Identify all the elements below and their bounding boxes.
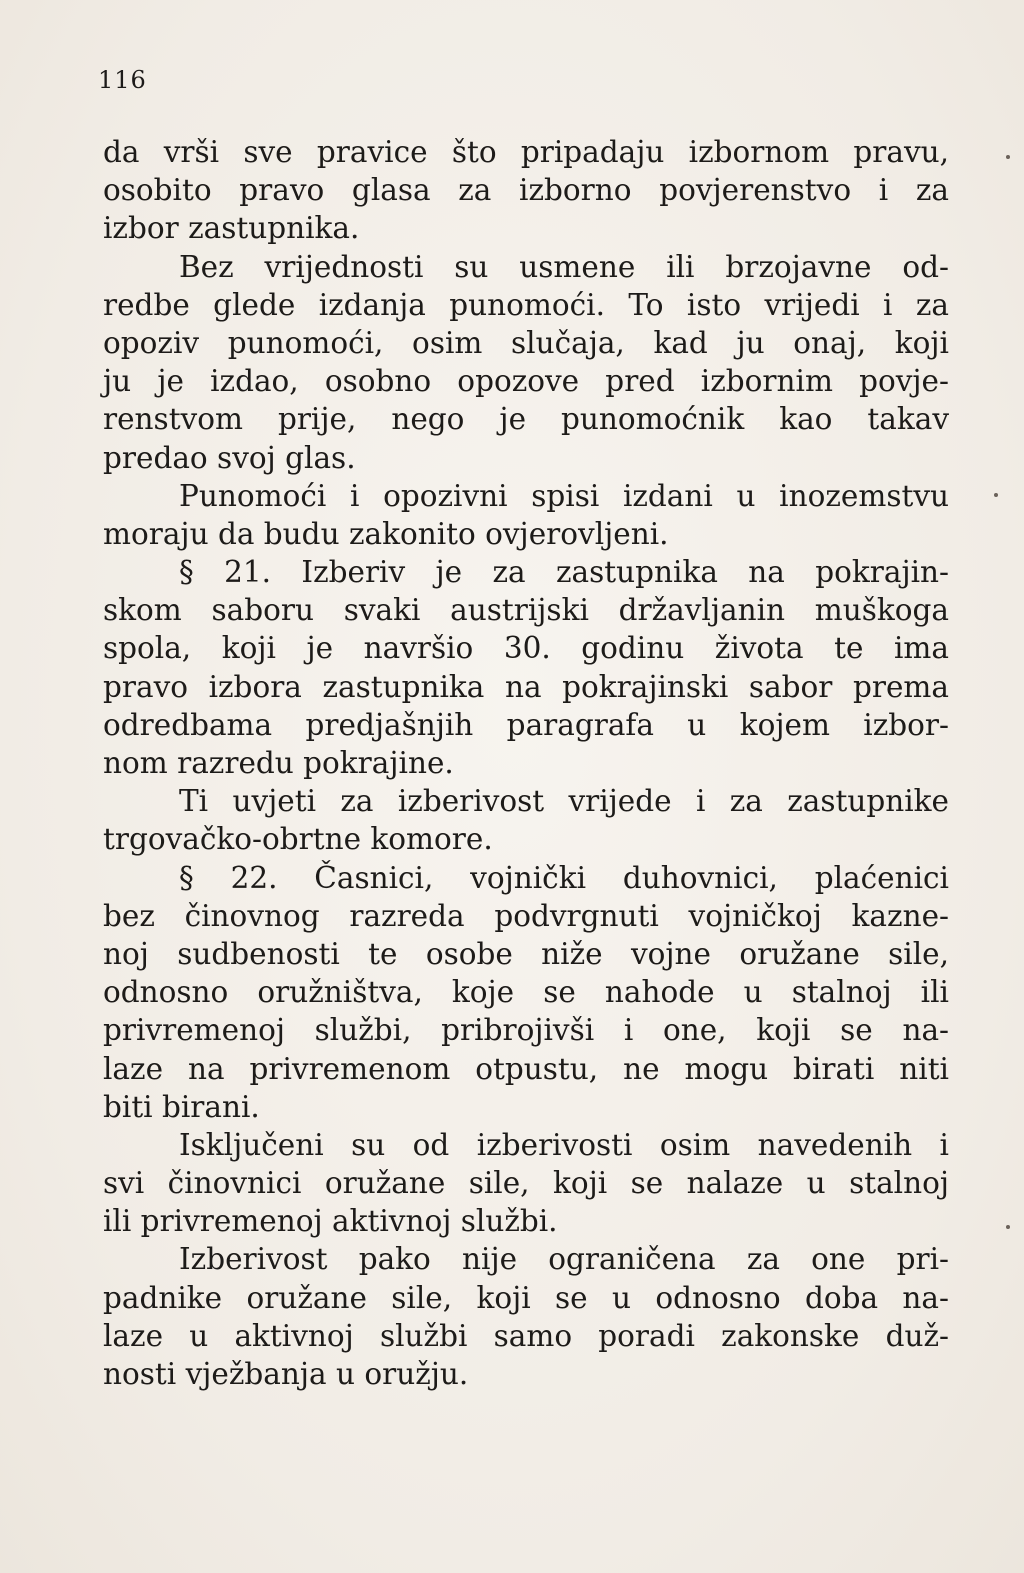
paper-speck — [1006, 155, 1010, 159]
text-line: Izberivost pako nije ograničena za one pri- — [179, 1242, 949, 1277]
text-line: padnike oružane sile, koji se u odnosno doba na- — [103, 1280, 949, 1315]
text-line: odredbama predjašnjih paragrafa u kojem izbor- — [103, 707, 949, 742]
text-line: moraju da budu zakonito ovjerovljeni. — [103, 516, 669, 551]
text-line: skom saboru svaki austrijski državljanin muškoga — [103, 593, 949, 628]
text-line: noj sudbenosti te osobe niže vojne oružane sile, — [103, 936, 949, 971]
text-line: svi činovnici oružane sile, koji se nalaze u stalnoj — [103, 1166, 949, 1201]
text-line: bez činovnog razreda podvrgnuti vojničkoj kazne- — [103, 898, 949, 933]
text-line: Isključeni su od izberivosti osim navedenih i — [179, 1127, 949, 1162]
paper-speck — [1006, 1225, 1010, 1229]
text-line: ju je izdao, osobno opozove pred izbornim povje- — [103, 364, 949, 399]
text-line: biti birani. — [103, 1089, 260, 1124]
paper-speck — [994, 493, 998, 497]
text-line: izbor zastupnika. — [103, 211, 360, 246]
text-line: Punomoći i opozivni spisi izdani u inozemstvu — [179, 478, 949, 513]
text-line: laze u aktivnoj službi samo poradi zakonske duž- — [103, 1318, 949, 1353]
text-line: § 21. Izberiv je za zastupnika na pokrajin- — [179, 555, 949, 590]
text-line: predao svoj glas. — [103, 440, 356, 475]
text-line: Bez vrijednosti su usmene ili brzojavne od- — [179, 249, 949, 284]
text-line: privremenoj službi, pribrojivši i one, koji se na- — [103, 1013, 949, 1048]
text-line: redbe glede izdanja punomoći. To isto vrijedi i za — [103, 287, 949, 322]
text-line: nom razredu pokrajine. — [103, 746, 454, 780]
text-line: Ti uvjeti za izberivost vrijede i za zastupnike — [179, 784, 949, 819]
text-line: laze na privremenom otpustu, ne mogu birati niti — [103, 1051, 949, 1086]
text-line: ili privremenoj aktivnoj službi. — [103, 1204, 558, 1239]
text-line: renstvom prije, nego je punomoćnik kao takav — [103, 402, 949, 437]
text-line: § 22. Časnici, vojnički duhovnici, plaćenici — [179, 860, 949, 895]
text-line: odnosno oružništva, koje se nahode u stalnoj ili — [103, 975, 949, 1010]
text-line: osobito pravo glasa za izborno povjerenstvo i za — [103, 173, 949, 208]
text-line: nosti vježbanja u oružju. — [103, 1357, 469, 1391]
body-text — [103, 133, 949, 1393]
text-line: trgovačko-obrtne komore. — [103, 822, 493, 857]
text-line: spola, koji je navršio 30. godinu života te ima — [103, 631, 949, 666]
page-number: 116 — [98, 66, 147, 94]
text-line: pravo izbora zastupnika na pokrajinski sabor prema — [103, 669, 949, 704]
text-line: da vrši sve pravice što pripadaju izbornom pravu, — [103, 135, 949, 169]
text-line: opoziv punomoći, osim slučaja, kad ju onaj, koji — [103, 325, 949, 360]
